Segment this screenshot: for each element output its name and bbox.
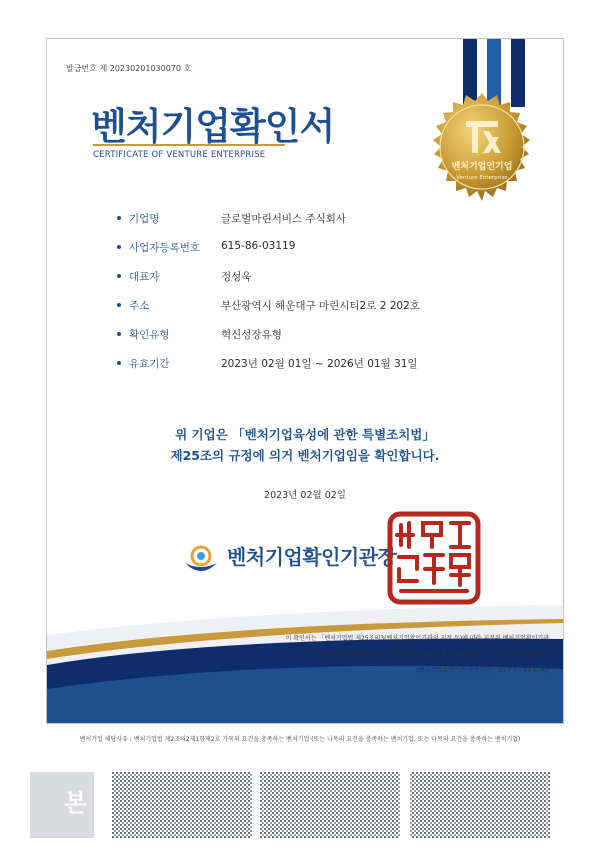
medal-text-ko: 벤처기업인기업 [451, 162, 513, 172]
field-label: 사업자등록번호 [129, 242, 201, 254]
field-label: 대표자 [129, 271, 160, 283]
bullet-icon [117, 303, 121, 307]
medal-text-en: Venture Enterprise [456, 175, 508, 181]
issue-date: 2023년 02월 02일 [264, 490, 346, 501]
bullet-icon [117, 361, 121, 365]
field-value: 615-86-03119 [221, 240, 296, 252]
note-line-1: 이 확인서는 「벤처기업법 제25조의3(벤처기업확인기관의 지정 등)에 따라 지정된 벤처기업확인기관 [285, 635, 549, 642]
field-value: 2023년 02월 01일 ~ 2026년 01월 31일 [221, 358, 418, 370]
venture-medal-icon [423, 91, 541, 209]
official-seal-icon [387, 511, 481, 605]
statement-line-2: 제25조의 규정에 의거 벤처기업임을 확인합니다. [170, 448, 440, 463]
issuer-name: 벤처기업확인기관장 [227, 545, 397, 569]
title-divider [93, 144, 285, 146]
field-label: 유효기간 [129, 358, 170, 370]
field-label: 주소 [129, 300, 150, 312]
bullet-icon [117, 274, 121, 278]
field-label: 확인유형 [129, 329, 170, 341]
decorative-swoosh [47, 599, 563, 723]
statement-line-1: 위 기업은 「벤처기업육성에 관한 특별조치법」 [175, 427, 435, 442]
field-value: 부산광역시 해운대구 마린시티2로 2 202호 [221, 300, 420, 312]
field-value: 혁신성장유형 [221, 329, 282, 341]
field-label: 기업명 [129, 213, 160, 225]
issue-number: 발급번호 제 20230201030070 호 [66, 64, 192, 73]
bullet-icon [117, 216, 121, 220]
certificate-title: 벤처기업확인서 [91, 105, 335, 148]
venture-association-logo-icon [181, 539, 221, 579]
field-value: 정성욱 [221, 271, 252, 283]
field-value: 글로벌마린서비스 주식회사 [221, 213, 347, 225]
bullet-icon [117, 245, 121, 249]
watermark-text: 본 [64, 789, 88, 817]
bullet-icon [117, 332, 121, 336]
certificate-frame [46, 38, 564, 724]
note-line-2: (사)벤처기업협회)이 벤처기업종합관리시스템을 통해 정보를 확인하고 발급한 확인서입니다. [308, 651, 549, 658]
certificate-subtitle: CERTIFICATE OF VENTURE ENTERPRISE [93, 150, 266, 160]
footnote: 벤처기업 해당사유 : 벤처기업법 제2조의2제1항제2호 가목의 요건을 충족하는 벤처기업 (또는 나목의 요건을 충족하는 벤처기업, 또는 다목의 요건을 충족하는 벤처기업) [79, 736, 521, 743]
note-line-3: (벤처기업확인기관 지정기간 : '20.7.1~'23.6.30) [416, 667, 549, 674]
security-pattern [30, 770, 570, 840]
